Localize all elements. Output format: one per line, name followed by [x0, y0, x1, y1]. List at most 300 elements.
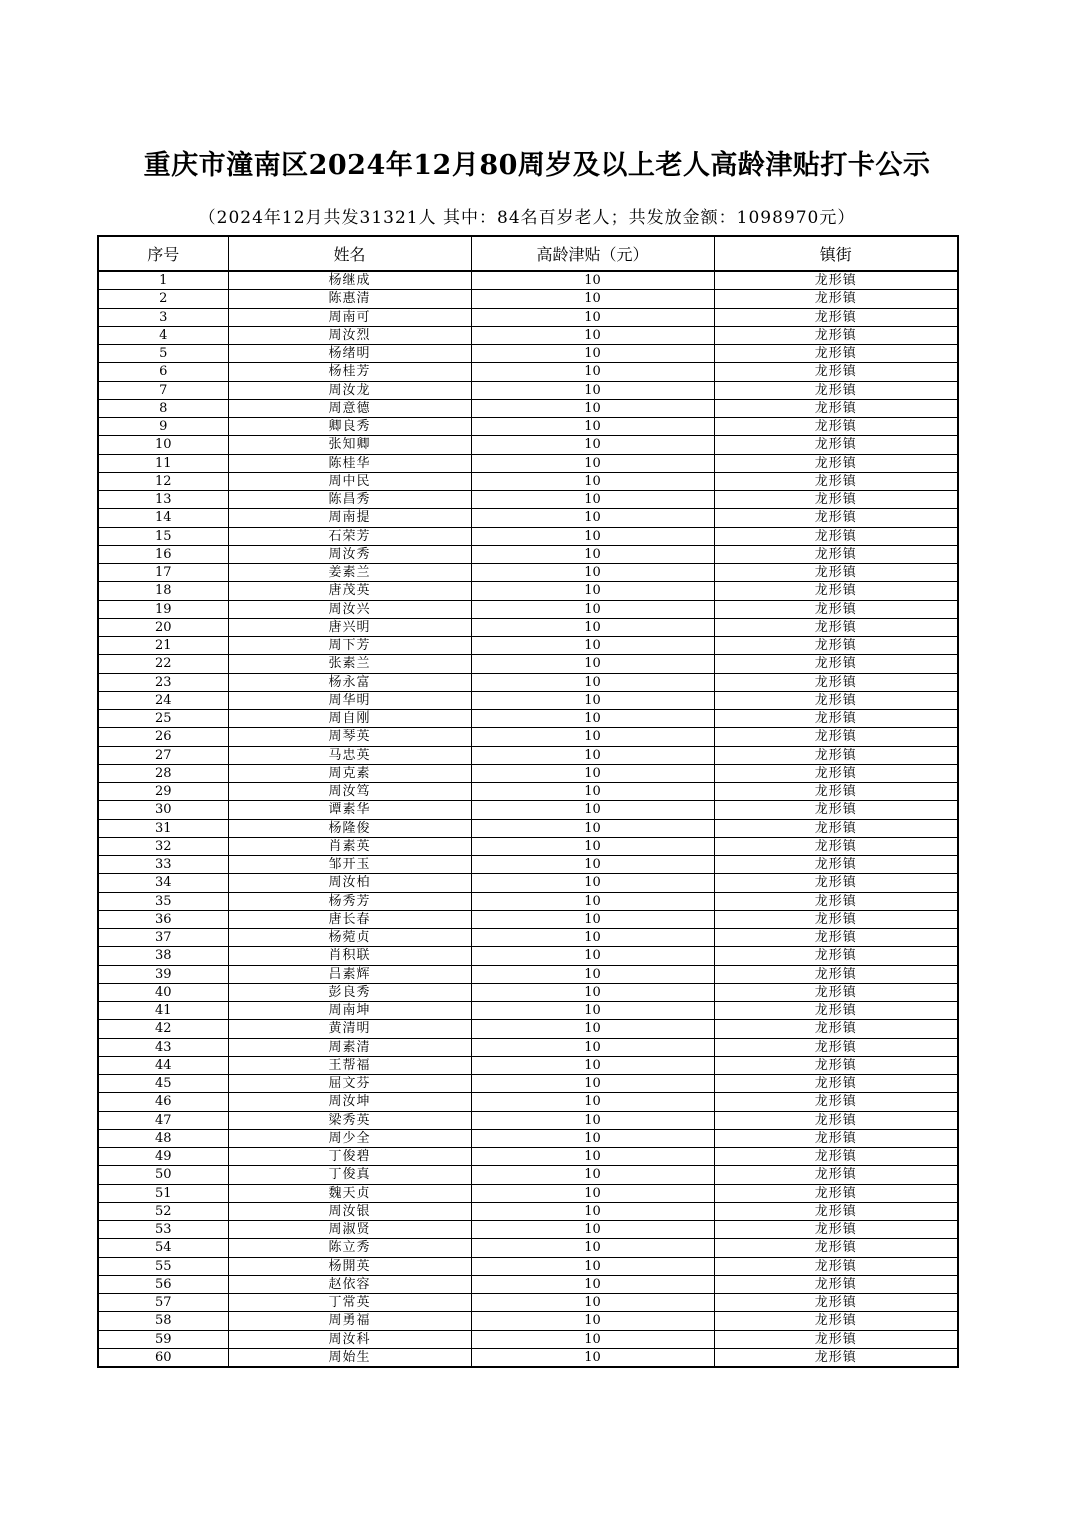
town-cell: 龙形镇 — [714, 600, 958, 618]
subsidy-cell: 10 — [471, 819, 714, 837]
serial-cell: 24 — [98, 691, 228, 709]
subsidy-cell: 10 — [471, 399, 714, 417]
subsidy-cell: 10 — [471, 381, 714, 399]
table-row — [98, 856, 958, 874]
name-cell: 马忠英 — [228, 746, 471, 764]
subsidy-cell: 10 — [471, 472, 714, 490]
town-cell: 龙形镇 — [714, 1312, 958, 1330]
name-cell: 魏天贞 — [228, 1184, 471, 1202]
table-row — [98, 308, 958, 326]
table-row — [98, 1184, 958, 1202]
town-cell: 龙形镇 — [714, 673, 958, 691]
serial-cell: 35 — [98, 892, 228, 910]
subsidy-cell: 10 — [471, 345, 714, 363]
table-row — [98, 691, 958, 709]
town-cell: 龙形镇 — [714, 1002, 958, 1020]
serial-cell: 56 — [98, 1275, 228, 1293]
name-cell: 丁俊碧 — [228, 1148, 471, 1166]
name-cell: 张知卿 — [228, 436, 471, 454]
name-cell: 张素兰 — [228, 655, 471, 673]
table-row — [98, 491, 958, 509]
town-cell: 龙形镇 — [714, 454, 958, 472]
table-row — [98, 326, 958, 344]
table-row — [98, 1221, 958, 1239]
subsidy-cell: 10 — [471, 509, 714, 527]
subsidy-cell: 10 — [471, 1129, 714, 1147]
serial-cell: 43 — [98, 1038, 228, 1056]
name-cell: 赵依容 — [228, 1275, 471, 1293]
town-cell: 龙形镇 — [714, 929, 958, 947]
name-cell: 陈桂华 — [228, 454, 471, 472]
subsidy-cell: 10 — [471, 1348, 714, 1367]
town-cell: 龙形镇 — [714, 1184, 958, 1202]
subsidy-cell: 10 — [471, 637, 714, 655]
serial-cell: 28 — [98, 764, 228, 782]
table-row — [98, 983, 958, 1001]
name-cell: 杨秀芳 — [228, 892, 471, 910]
serial-cell: 42 — [98, 1020, 228, 1038]
name-cell: 丁俊真 — [228, 1166, 471, 1184]
serial-cell: 13 — [98, 491, 228, 509]
subsidy-cell: 10 — [471, 1038, 714, 1056]
table-row — [98, 710, 958, 728]
town-cell: 龙形镇 — [714, 1275, 958, 1293]
serial-cell: 31 — [98, 819, 228, 837]
subsidy-cell: 10 — [471, 1239, 714, 1257]
town-cell: 龙形镇 — [714, 491, 958, 509]
subsidy-cell: 10 — [471, 290, 714, 308]
table-row — [98, 381, 958, 399]
serial-cell: 27 — [98, 746, 228, 764]
serial-cell: 26 — [98, 728, 228, 746]
name-cell: 周南可 — [228, 308, 471, 326]
table-row — [98, 1111, 958, 1129]
serial-cell: 34 — [98, 874, 228, 892]
table-row — [98, 783, 958, 801]
table-row — [98, 1056, 958, 1074]
subsidy-cell: 10 — [471, 1221, 714, 1239]
serial-cell: 21 — [98, 637, 228, 655]
serial-cell: 8 — [98, 399, 228, 417]
subsidy-cell: 10 — [471, 837, 714, 855]
serial-cell: 5 — [98, 345, 228, 363]
subsidy-cell: 10 — [471, 691, 714, 709]
header-name: 姓名 — [228, 236, 471, 271]
subsidy-cell: 10 — [471, 491, 714, 509]
subsidy-cell: 10 — [471, 710, 714, 728]
name-cell: 唐长春 — [228, 910, 471, 928]
subsidy-cell: 10 — [471, 454, 714, 472]
name-cell: 邹开玉 — [228, 856, 471, 874]
table-row — [98, 837, 958, 855]
town-cell: 龙形镇 — [714, 710, 958, 728]
header-serial: 序号 — [98, 236, 228, 271]
table-row — [98, 728, 958, 746]
name-cell: 周琴英 — [228, 728, 471, 746]
table-row — [98, 892, 958, 910]
town-cell: 龙形镇 — [714, 618, 958, 636]
town-cell: 龙形镇 — [714, 436, 958, 454]
town-cell: 龙形镇 — [714, 308, 958, 326]
table-row — [98, 1002, 958, 1020]
subsidy-cell: 10 — [471, 1330, 714, 1348]
subsidy-cell: 10 — [471, 929, 714, 947]
subsidy-cell: 10 — [471, 910, 714, 928]
table-row — [98, 527, 958, 545]
name-cell: 杨永富 — [228, 673, 471, 691]
town-cell: 龙形镇 — [714, 983, 958, 1001]
subsidy-cell: 10 — [471, 1093, 714, 1111]
town-cell: 龙形镇 — [714, 1038, 958, 1056]
header-subsidy: 高龄津贴（元） — [471, 236, 714, 271]
name-cell: 谭素华 — [228, 801, 471, 819]
serial-cell: 23 — [98, 673, 228, 691]
name-cell: 陈立秀 — [228, 1239, 471, 1257]
name-cell: 肖积联 — [228, 947, 471, 965]
town-cell: 龙形镇 — [714, 345, 958, 363]
name-cell: 周汝笃 — [228, 783, 471, 801]
serial-cell: 60 — [98, 1348, 228, 1367]
table-row — [98, 545, 958, 563]
serial-cell: 46 — [98, 1093, 228, 1111]
town-cell: 龙形镇 — [714, 947, 958, 965]
subsidy-cell: 10 — [471, 545, 714, 563]
serial-cell: 57 — [98, 1294, 228, 1312]
name-cell: 周克素 — [228, 764, 471, 782]
name-cell: 周汝兴 — [228, 600, 471, 618]
town-cell: 龙形镇 — [714, 1166, 958, 1184]
table-row — [98, 399, 958, 417]
subsidy-cell: 10 — [471, 856, 714, 874]
subsidy-cell: 10 — [471, 801, 714, 819]
town-cell: 龙形镇 — [714, 801, 958, 819]
town-cell: 龙形镇 — [714, 655, 958, 673]
serial-cell: 17 — [98, 564, 228, 582]
name-cell: 丁常英 — [228, 1294, 471, 1312]
town-cell: 龙形镇 — [714, 910, 958, 928]
table-header — [98, 236, 958, 271]
town-cell: 龙形镇 — [714, 1020, 958, 1038]
table-row — [98, 637, 958, 655]
table-row — [98, 290, 958, 308]
town-cell: 龙形镇 — [714, 1330, 958, 1348]
subsidy-cell: 10 — [471, 965, 714, 983]
serial-cell: 1 — [98, 271, 228, 290]
town-cell: 龙形镇 — [714, 290, 958, 308]
table-row — [98, 947, 958, 965]
name-cell: 周汝烈 — [228, 326, 471, 344]
subsidy-cell: 10 — [471, 1075, 714, 1093]
name-cell: 杨桂芳 — [228, 363, 471, 381]
table-row — [98, 929, 958, 947]
name-cell: 黄清明 — [228, 1020, 471, 1038]
name-cell: 周汝银 — [228, 1202, 471, 1220]
table-body — [98, 271, 958, 1367]
name-cell: 梁秀英 — [228, 1111, 471, 1129]
subsidy-cell: 10 — [471, 1312, 714, 1330]
table-row — [98, 509, 958, 527]
subsidy-cell: 10 — [471, 1257, 714, 1275]
table-row — [98, 1075, 958, 1093]
town-cell: 龙形镇 — [714, 783, 958, 801]
serial-cell: 32 — [98, 837, 228, 855]
name-cell: 吕素辉 — [228, 965, 471, 983]
serial-cell: 44 — [98, 1056, 228, 1074]
table-row — [98, 564, 958, 582]
town-cell: 龙形镇 — [714, 1221, 958, 1239]
town-cell: 龙形镇 — [714, 874, 958, 892]
serial-cell: 2 — [98, 290, 228, 308]
serial-cell: 12 — [98, 472, 228, 490]
subsidy-table — [97, 235, 959, 1368]
subsidy-cell: 10 — [471, 618, 714, 636]
serial-cell: 15 — [98, 527, 228, 545]
town-cell: 龙形镇 — [714, 1111, 958, 1129]
town-cell: 龙形镇 — [714, 527, 958, 545]
serial-cell: 55 — [98, 1257, 228, 1275]
name-cell: 姜素兰 — [228, 564, 471, 582]
serial-cell: 30 — [98, 801, 228, 819]
table-row — [98, 582, 958, 600]
serial-cell: 50 — [98, 1166, 228, 1184]
subsidy-cell: 10 — [471, 1202, 714, 1220]
subsidy-cell: 10 — [471, 1148, 714, 1166]
town-cell: 龙形镇 — [714, 819, 958, 837]
subsidy-cell: 10 — [471, 271, 714, 290]
table-row — [98, 910, 958, 928]
page-subtitle: （2024年12月共发31321人 其中：84名百岁老人；共发放金额：1098970元） — [198, 208, 856, 228]
name-cell: 陈昌秀 — [228, 491, 471, 509]
name-cell: 杨绪明 — [228, 345, 471, 363]
subsidy-cell: 10 — [471, 1056, 714, 1074]
name-cell: 周淑贤 — [228, 1221, 471, 1239]
table-row — [98, 1312, 958, 1330]
serial-cell: 18 — [98, 582, 228, 600]
subsidy-cell: 10 — [471, 673, 714, 691]
subsidy-cell: 10 — [471, 1275, 714, 1293]
town-cell: 龙形镇 — [714, 856, 958, 874]
subsidy-cell: 10 — [471, 436, 714, 454]
town-cell: 龙形镇 — [714, 326, 958, 344]
serial-cell: 25 — [98, 710, 228, 728]
name-cell: 周自刚 — [228, 710, 471, 728]
table-row — [98, 764, 958, 782]
name-cell: 周华明 — [228, 691, 471, 709]
serial-cell: 7 — [98, 381, 228, 399]
serial-cell: 14 — [98, 509, 228, 527]
town-cell: 龙形镇 — [714, 472, 958, 490]
serial-cell: 6 — [98, 363, 228, 381]
subsidy-cell: 10 — [471, 764, 714, 782]
serial-cell: 10 — [98, 436, 228, 454]
page-title: 重庆市潼南区2024年12月80周岁及以上老人高龄津贴打卡公示 — [143, 150, 931, 181]
town-cell: 龙形镇 — [714, 1075, 958, 1093]
subsidy-cell: 10 — [471, 746, 714, 764]
subsidy-cell: 10 — [471, 1184, 714, 1202]
town-cell: 龙形镇 — [714, 1129, 958, 1147]
name-cell: 杨隆俊 — [228, 819, 471, 837]
town-cell: 龙形镇 — [714, 399, 958, 417]
table-row — [98, 345, 958, 363]
table-row — [98, 1148, 958, 1166]
subsidy-cell: 10 — [471, 564, 714, 582]
table-row — [98, 1257, 958, 1275]
name-cell: 周汝柏 — [228, 874, 471, 892]
subsidy-cell: 10 — [471, 1166, 714, 1184]
name-cell: 周勇福 — [228, 1312, 471, 1330]
name-cell: 卿良秀 — [228, 418, 471, 436]
town-cell: 龙形镇 — [714, 582, 958, 600]
header-town: 镇街 — [714, 236, 958, 271]
table-row — [98, 819, 958, 837]
serial-cell: 48 — [98, 1129, 228, 1147]
serial-cell: 22 — [98, 655, 228, 673]
table-row — [98, 1330, 958, 1348]
subsidy-cell: 10 — [471, 1020, 714, 1038]
serial-cell: 3 — [98, 308, 228, 326]
table-row — [98, 454, 958, 472]
serial-cell: 52 — [98, 1202, 228, 1220]
subsidy-cell: 10 — [471, 418, 714, 436]
name-cell: 彭良秀 — [228, 983, 471, 1001]
town-cell: 龙形镇 — [714, 1202, 958, 1220]
name-cell: 唐茂英 — [228, 582, 471, 600]
town-cell: 龙形镇 — [714, 728, 958, 746]
town-cell: 龙形镇 — [714, 564, 958, 582]
serial-cell: 39 — [98, 965, 228, 983]
subsidy-cell: 10 — [471, 655, 714, 673]
subsidy-cell: 10 — [471, 363, 714, 381]
subsidy-cell: 10 — [471, 783, 714, 801]
table-row — [98, 746, 958, 764]
name-cell: 周汝科 — [228, 1330, 471, 1348]
subsidy-cell: 10 — [471, 1294, 714, 1312]
serial-cell: 4 — [98, 326, 228, 344]
subsidy-cell: 10 — [471, 600, 714, 618]
name-cell: 唐兴明 — [228, 618, 471, 636]
table-row — [98, 1239, 958, 1257]
serial-cell: 9 — [98, 418, 228, 436]
name-cell: 周始生 — [228, 1348, 471, 1367]
town-cell: 龙形镇 — [714, 418, 958, 436]
town-cell: 龙形镇 — [714, 381, 958, 399]
subsidy-cell: 10 — [471, 892, 714, 910]
town-cell: 龙形镇 — [714, 892, 958, 910]
name-cell: 杨開英 — [228, 1257, 471, 1275]
serial-cell: 29 — [98, 783, 228, 801]
town-cell: 龙形镇 — [714, 637, 958, 655]
subsidy-cell: 10 — [471, 326, 714, 344]
name-cell: 周汝龙 — [228, 381, 471, 399]
serial-cell: 11 — [98, 454, 228, 472]
town-cell: 龙形镇 — [714, 509, 958, 527]
serial-cell: 33 — [98, 856, 228, 874]
table-row — [98, 436, 958, 454]
subsidy-cell: 10 — [471, 983, 714, 1001]
serial-cell: 36 — [98, 910, 228, 928]
town-cell: 龙形镇 — [714, 1239, 958, 1257]
serial-cell: 51 — [98, 1184, 228, 1202]
town-cell: 龙形镇 — [714, 837, 958, 855]
header-row — [98, 236, 958, 271]
table-row — [98, 1294, 958, 1312]
serial-cell: 38 — [98, 947, 228, 965]
table-row — [98, 1348, 958, 1367]
table-row — [98, 1038, 958, 1056]
serial-cell: 59 — [98, 1330, 228, 1348]
table-row — [98, 1202, 958, 1220]
table-row — [98, 418, 958, 436]
subsidy-cell: 10 — [471, 1002, 714, 1020]
town-cell: 龙形镇 — [714, 746, 958, 764]
table-row — [98, 801, 958, 819]
table-row — [98, 363, 958, 381]
subsidy-cell: 10 — [471, 582, 714, 600]
town-cell: 龙形镇 — [714, 363, 958, 381]
town-cell: 龙形镇 — [714, 1294, 958, 1312]
table-row — [98, 655, 958, 673]
serial-cell: 37 — [98, 929, 228, 947]
serial-cell: 19 — [98, 600, 228, 618]
table-row — [98, 1129, 958, 1147]
name-cell: 周下芳 — [228, 637, 471, 655]
town-cell: 龙形镇 — [714, 1348, 958, 1367]
serial-cell: 40 — [98, 983, 228, 1001]
town-cell: 龙形镇 — [714, 691, 958, 709]
subsidy-cell: 10 — [471, 947, 714, 965]
serial-cell: 41 — [98, 1002, 228, 1020]
serial-cell: 45 — [98, 1075, 228, 1093]
subsidy-cell: 10 — [471, 874, 714, 892]
name-cell: 王帮福 — [228, 1056, 471, 1074]
table-row — [98, 1093, 958, 1111]
table-row — [98, 965, 958, 983]
name-cell: 周汝坤 — [228, 1093, 471, 1111]
table-row — [98, 271, 958, 290]
town-cell: 龙形镇 — [714, 1257, 958, 1275]
name-cell: 周南坤 — [228, 1002, 471, 1020]
table-row — [98, 618, 958, 636]
subsidy-cell: 10 — [471, 728, 714, 746]
name-cell: 石荣芳 — [228, 527, 471, 545]
serial-cell: 47 — [98, 1111, 228, 1129]
name-cell: 屈文芬 — [228, 1075, 471, 1093]
name-cell: 杨菀贞 — [228, 929, 471, 947]
subsidy-cell: 10 — [471, 308, 714, 326]
name-cell: 周少全 — [228, 1129, 471, 1147]
serial-cell: 58 — [98, 1312, 228, 1330]
town-cell: 龙形镇 — [714, 1148, 958, 1166]
name-cell: 周意德 — [228, 399, 471, 417]
serial-cell: 20 — [98, 618, 228, 636]
table-row — [98, 1166, 958, 1184]
subsidy-cell: 10 — [471, 527, 714, 545]
name-cell: 周中民 — [228, 472, 471, 490]
town-cell: 龙形镇 — [714, 1056, 958, 1074]
town-cell: 龙形镇 — [714, 545, 958, 563]
town-cell: 龙形镇 — [714, 271, 958, 290]
name-cell: 肖素英 — [228, 837, 471, 855]
table-row — [98, 874, 958, 892]
serial-cell: 54 — [98, 1239, 228, 1257]
town-cell: 龙形镇 — [714, 764, 958, 782]
table-row — [98, 673, 958, 691]
name-cell: 周南提 — [228, 509, 471, 527]
serial-cell: 53 — [98, 1221, 228, 1239]
town-cell: 龙形镇 — [714, 965, 958, 983]
subsidy-cell: 10 — [471, 1111, 714, 1129]
table-row — [98, 472, 958, 490]
